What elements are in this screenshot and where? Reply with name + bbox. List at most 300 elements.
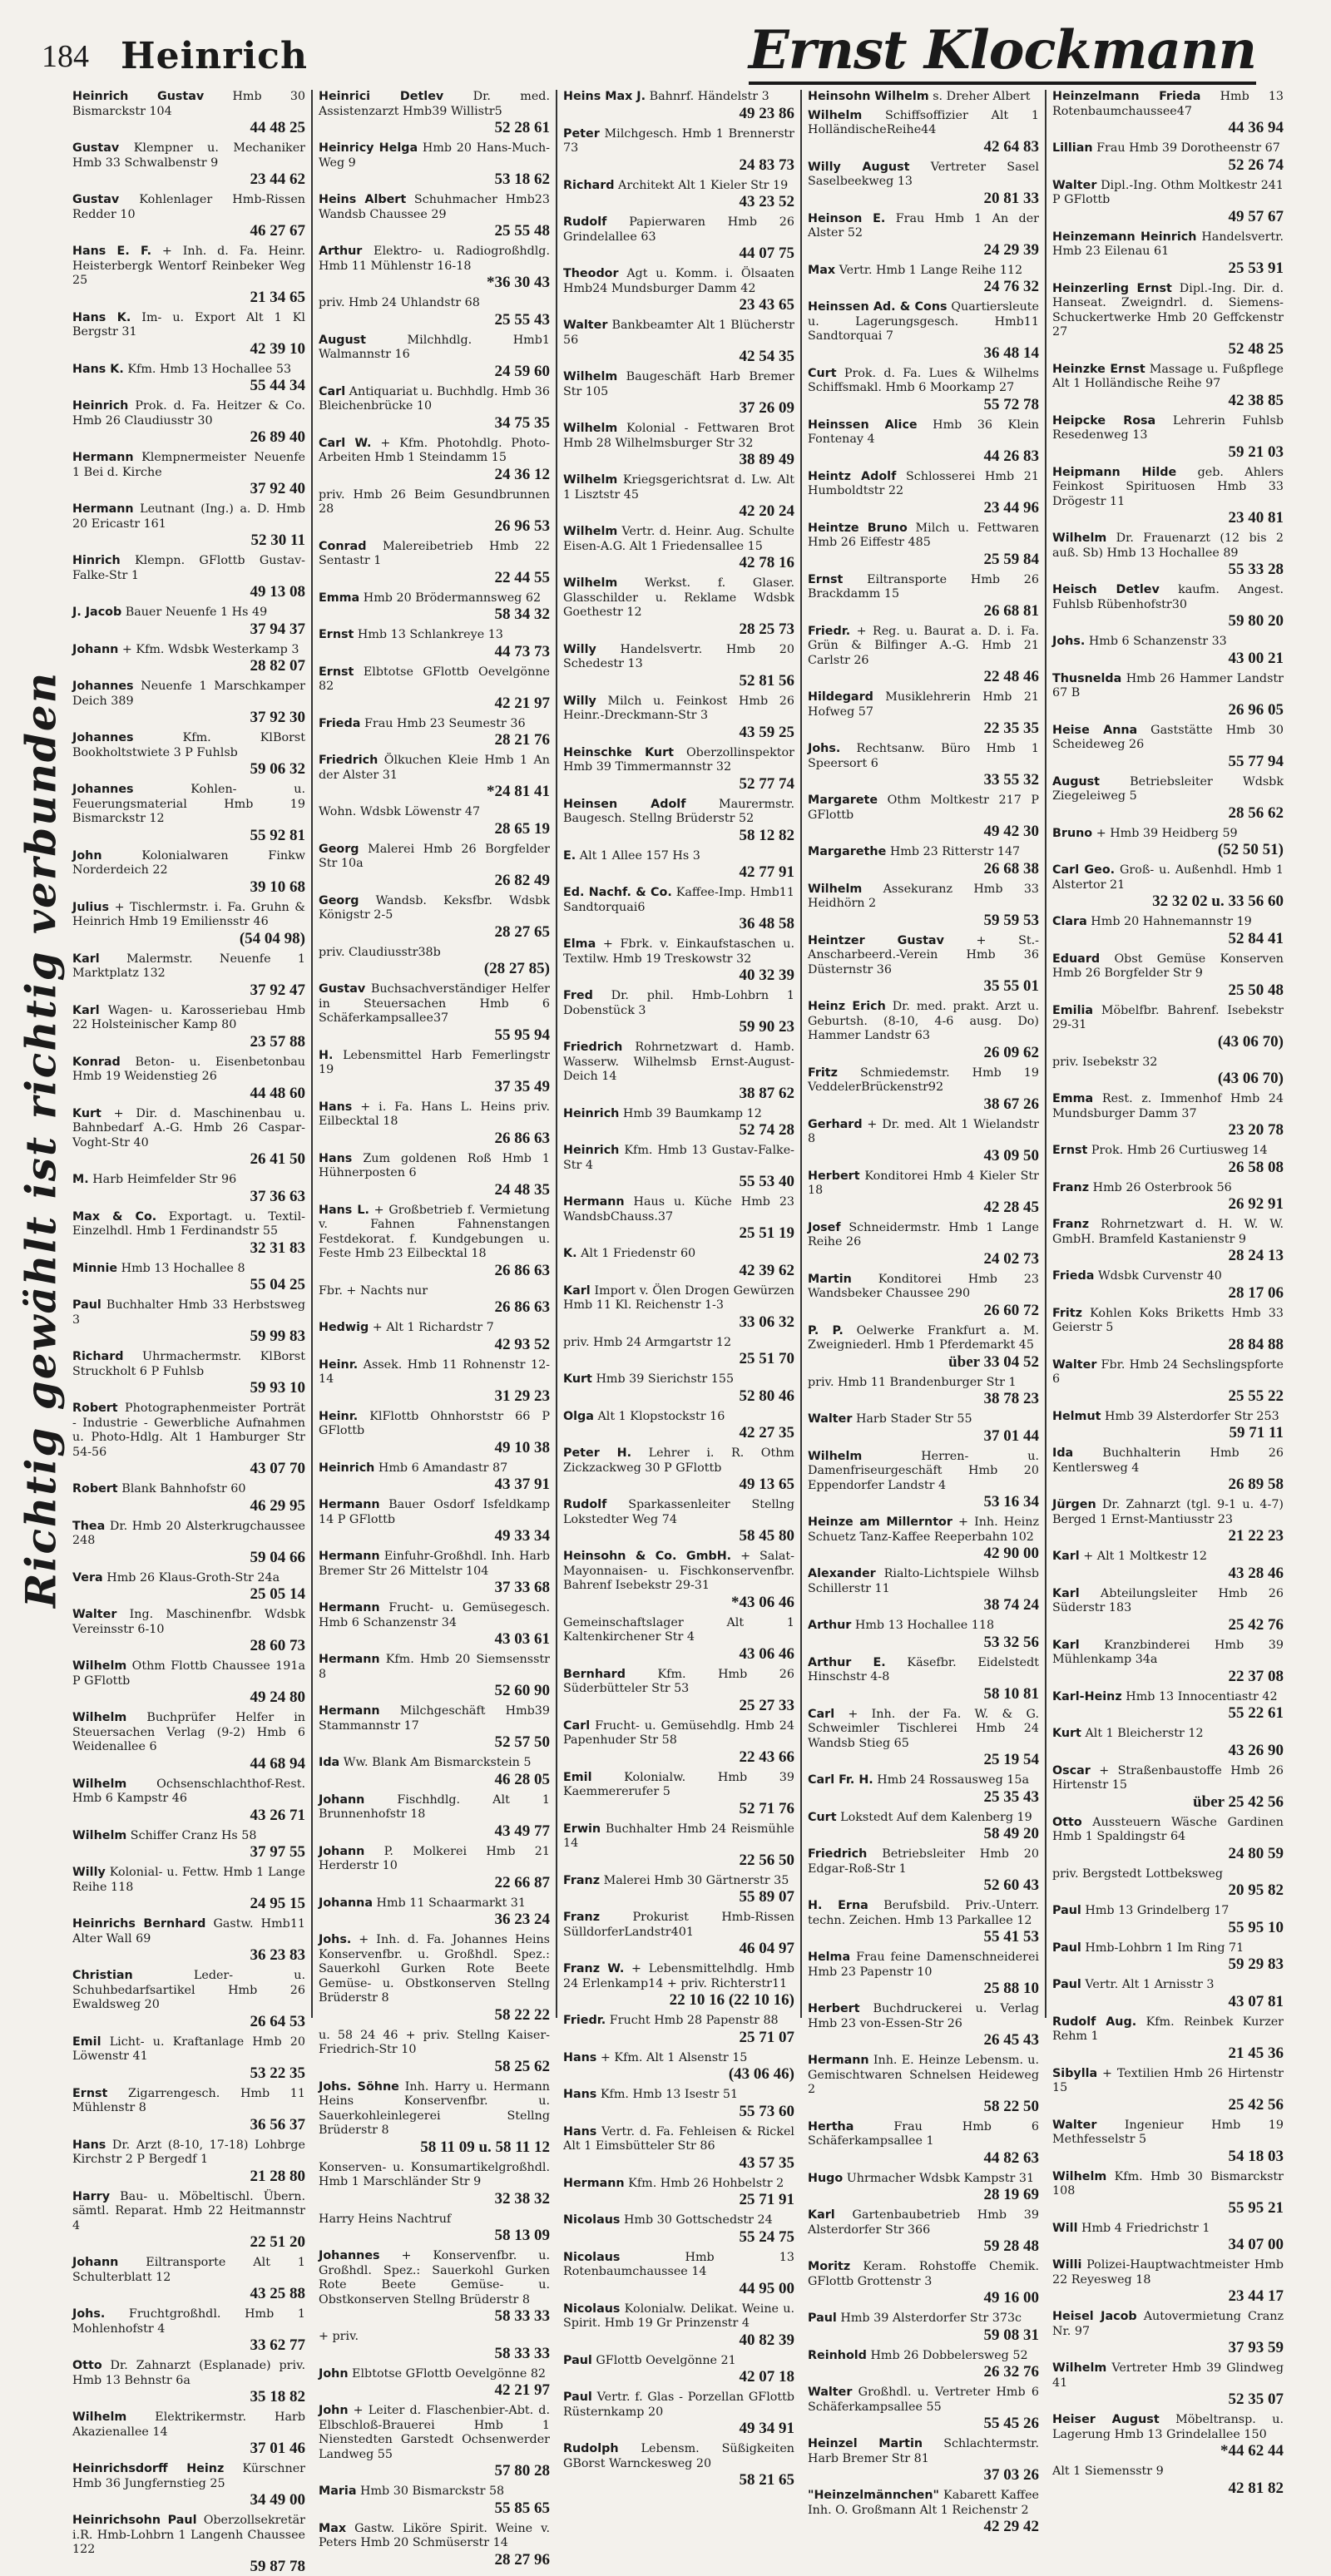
entry-phone: 43 06 46	[739, 1644, 794, 1663]
entry-detail: priv. Bergstedt Lottbeksweg	[1052, 1866, 1224, 1881]
entry-detail: Kfm. Hmb 26 Süderbütteler Str 53	[563, 1667, 794, 1695]
entry-name: Franz	[1052, 1180, 1090, 1194]
entry-detail: Schneidermstr. Hmb 1 Lange Reihe 26	[808, 1220, 1040, 1248]
entry-detail: + Konservenfbr. u. Großhdl. Spez.: Sauerkohl Gurken Rote Beete Gemüse- u. Obstkonserven Stellng Brüderstr 8	[319, 2249, 550, 2307]
entry-name: Hans	[319, 1151, 353, 1165]
directory-entry	[1052, 1941, 1284, 1975]
directory-entry	[72, 1210, 305, 1258]
entry-name: Ida	[319, 1756, 340, 1769]
entry-detail: Licht- u. Kraftanlage Hmb 20 Löwenstr 41	[72, 2035, 305, 2063]
entry-name: Otto	[1052, 1815, 1082, 1829]
directory-entry	[808, 2120, 1039, 2168]
directory-entry	[808, 1000, 1039, 1062]
directory-entry	[1052, 1904, 1284, 1937]
entry-phone: 55 24 75	[739, 2227, 794, 2246]
entry-phone: 42 39 62	[739, 1261, 794, 1279]
entry-detail: Ing. Maschinenfbr. Wdsbk Vereinsstr 6-10	[72, 1608, 305, 1636]
entry-name: Heinz Erich	[808, 1000, 886, 1013]
entry-name: Frieda	[319, 716, 361, 730]
entry-detail: Frucht- u. Gemüsegesch. Hmb 6 Schanzenstr 34	[319, 1601, 551, 1629]
entry-name: Wilhelm	[72, 1711, 127, 1724]
entry-detail: Hmb 26 Dobbelersweg 52	[870, 2348, 1028, 2362]
entry-phone: 25 55 48	[494, 222, 550, 240]
entry-detail: Möbelfbr. Bahrenf. Isebekstr 29-31	[1052, 1003, 1284, 1031]
entry-detail: priv. Claudiusstr38b	[319, 945, 441, 959]
entry-phone: 44 26 83	[983, 447, 1039, 465]
entry-detail: Alt 1 Siemensstr 9	[1052, 2465, 1164, 2478]
directory-entry	[1052, 2465, 1284, 2498]
entry-detail: Schiffer Cranz Hs 58	[130, 1828, 257, 1842]
directory-entry	[563, 886, 794, 933]
entry-detail: Frucht Hmb 28 Papenstr 88	[609, 2014, 779, 2027]
directory-entry	[563, 2251, 794, 2298]
entry-name: E.	[563, 848, 576, 863]
entry-name: Hans	[319, 1100, 353, 1114]
entry-detail: Hmb 20 Brödermannsweg 62	[363, 591, 542, 605]
entry-detail: Hmb 13 Rotenbaumchaussee 14	[563, 2250, 794, 2278]
entry-detail: Käsefbr. Eidelstedt Hinschstr 4-8	[808, 1655, 1039, 1684]
entry-phone: 20 81 33	[983, 189, 1039, 207]
entry-phone: 28 19 69	[983, 2186, 1039, 2203]
entry-detail: Baugeschäft Harb Bremer Str 105	[563, 370, 795, 398]
directory-entry	[319, 2249, 550, 2326]
entry-name: K.	[563, 1247, 577, 1260]
entry-detail: + Dir. d. Maschinenbau u. Bahnbedarf A.-G. Hmb 26 Caspar-Voght-Str 40	[72, 1106, 306, 1150]
entry-phone: 49 33 34	[494, 1527, 550, 1545]
entry-phone: 52 77 74	[739, 774, 794, 793]
entry-detail: Gaststätte Hmb 30 Scheideweg 26	[1052, 723, 1284, 751]
directory-entry	[319, 1100, 550, 1148]
entry-detail: Kolonialw. Delikat. Weine u. Spirit. Hmb 19 Gr Prinzenstr 4	[563, 2302, 795, 2330]
entry-detail: + Inh. der Fa. W. & G. Schweimler Tischlerei Hmb 24 Wandsb Stieg 65	[808, 1707, 1039, 1750]
entry-detail: Alt 1 Friedenstr 60	[581, 1247, 696, 1260]
entry-name: Johs. Söhne	[319, 2079, 399, 2094]
directory-entry	[563, 422, 794, 469]
entry-phone: 55 33 28	[1228, 561, 1284, 578]
entry-phone: 23 40 81	[1228, 509, 1284, 527]
directory-entry	[319, 1845, 550, 1892]
entry-phone: 55 04 25	[250, 1276, 305, 1293]
entry-phone: 58 10 81	[983, 1684, 1039, 1703]
entry-phone: 42 21 97	[494, 694, 550, 712]
directory-entry	[808, 2002, 1039, 2049]
entry-detail: Inh. E. Heinze Lebensm. u. Gemischtwaren Schnelsen Heideweg 2	[808, 2054, 1040, 2096]
entry-phone: 53 22 35	[250, 2064, 305, 2082]
entry-name: Wilhelm	[808, 108, 863, 122]
entry-phone: 22 56 50	[739, 1851, 794, 1869]
directory-entry	[319, 665, 550, 713]
entry-detail: Dr. Zahnarzt (tgl. 9-1 u. 4-7) Berged 1 Ernst-Mantiusstr 23	[1052, 1498, 1284, 1526]
entry-detail: priv. Hmb 24 Uhlandstr 68	[319, 296, 480, 309]
directory-entry	[808, 1118, 1039, 1165]
directory-entry	[319, 1756, 550, 1789]
entry-name: Rudolf	[563, 215, 607, 229]
entry-detail: + Kfm. Photohdlg. Photo-Arbeiten Hmb 1 Steindamm 15	[319, 436, 550, 464]
entry-phone: 43 26 90	[1228, 1741, 1284, 1759]
directory-entry	[1052, 532, 1284, 579]
entry-detail: Möbeltransp. u. Lagerung Hmb 13 Grindelallee 150	[1052, 2413, 1284, 2441]
directory-column-3	[556, 90, 800, 2489]
directory-entry	[1052, 466, 1284, 528]
entry-name: Hermann	[319, 1653, 380, 1666]
entry-detail: Oberzollsekretär i.R. Hmb-Lohbrn 1 Langenh Chaussee 122	[72, 2514, 305, 2556]
entry-phone: 35 18 82	[250, 2388, 305, 2405]
directory-entry	[563, 1284, 794, 1332]
entry-detail: Ingenieur Hmb 19 Methfesselstr 5	[1052, 2118, 1284, 2146]
entry-detail: Kohlen Koks Briketts Hmb 33 Geierstr 5	[1052, 1306, 1284, 1334]
entry-phone: 37 03 26	[983, 2466, 1039, 2484]
entry-name: Wilhelm	[72, 1659, 127, 1673]
entry-name: Hans	[72, 2138, 106, 2152]
entry-phone: 58 33 33	[494, 2307, 550, 2325]
entry-name: Wilhelm	[563, 576, 618, 590]
directory-entry	[72, 1298, 305, 1346]
entry-phone: 57 80 28	[494, 2462, 550, 2480]
entry-detail: Fruchtgroßhdl. Hmb 1 Mohlenhofstr 4	[72, 2307, 305, 2336]
directory-entry	[1052, 1092, 1284, 1140]
entry-detail: Frau Hmb 6 Schäferkampsallee 1	[808, 2119, 1039, 2148]
entry-detail: Harb Heimfelder Str 96	[92, 1173, 237, 1186]
directory-entry	[72, 451, 305, 498]
entry-detail: Eiltransporte Hmb 26 Brackdamm 15	[808, 572, 1039, 601]
entry-detail: Agt u. Komm. i. Ölsaaten Hmb24 Mundsburger Damm 42	[563, 267, 794, 295]
directory-entry	[563, 1144, 794, 1191]
entry-phone: 33 06 32	[739, 1313, 794, 1331]
entry-name: Franz W.	[563, 1962, 625, 1975]
entry-phone: 26 41 50	[250, 1150, 305, 1168]
entry-phone: *43 06 46	[731, 1593, 794, 1611]
directory-entry	[319, 1653, 550, 1700]
entry-detail: Wagen- u. Karosseriebau Hmb 22 Holsteinischer Kamp 80	[72, 1003, 305, 1031]
entry-detail: Lehrer i. R. Othm Zickzackweg 30 P GFlottb	[563, 1446, 794, 1475]
entry-phone: 26 86 63	[494, 1298, 550, 1316]
entry-phone: 43 59 25	[739, 723, 794, 741]
entry-phone: 49 23 86	[739, 104, 794, 122]
entry-phone: 25 55 22	[1228, 1387, 1284, 1405]
entry-phone: 58 22 50	[983, 2097, 1039, 2115]
entry-name: Ernst	[72, 2086, 108, 2100]
entry-phone: 55 44 34	[250, 377, 305, 394]
directory-entry	[1052, 1307, 1284, 1354]
directory-entry	[72, 1350, 305, 1397]
entry-detail: Rohrnetzwart d. Hamb. Wasserw. Wilhelmsb Ernst-August-Deich 14	[563, 1041, 795, 1083]
entry-detail: Hmb 36 Klein Fontenay 4	[808, 418, 1040, 446]
directory-entry	[1052, 827, 1284, 860]
directory-entry	[563, 2354, 794, 2387]
entry-phone: 28 60 73	[250, 1637, 305, 1654]
directory-entry	[319, 1601, 550, 1649]
entry-detail: Zum goldenen Roß Hmb 1 Hühnerposten 6	[319, 1151, 550, 1179]
directory-entry	[563, 695, 794, 742]
entry-detail: Photographenmeister Porträt - Industrie - Gewerbliche Aufnahmen u. Photo-Hdlg. Alt 1 Hamburger Str 54-56	[72, 1402, 305, 1459]
entry-phone: 42 28 45	[983, 1198, 1039, 1216]
directory-entry	[319, 1933, 550, 2025]
directory-entry	[319, 1204, 550, 1280]
entry-detail: + Alt 1 Richardstr 7	[372, 1321, 494, 1334]
entry-name: Heinr.	[319, 1409, 359, 1423]
entry-name: Hertha	[808, 2119, 854, 2133]
entry-detail: Rialto-Lichtspiele Wilhsb Schillerstr 11	[808, 1567, 1039, 1595]
entry-name: Hugo	[808, 2171, 844, 2185]
directory-entry	[319, 1284, 550, 1318]
entry-name: Friedrich	[319, 754, 379, 767]
entry-detail: Klempn. GFlottb Gustav-Falke-Str 1	[72, 554, 306, 582]
entry-phone: 26 86 63	[494, 1129, 550, 1147]
entry-detail: Kolonial- u. Fettw. Hmb 1 Lange Reihe 118	[72, 1866, 306, 1894]
entry-name: Willi	[1052, 2258, 1082, 2272]
directory-columns	[67, 90, 1289, 2575]
entry-name: Heise Anna	[1052, 723, 1138, 737]
entry-detail: u. 58 24 46 + priv. Stellng Kaiser-Friedrich-Str 10	[319, 2028, 550, 2056]
entry-detail: + Kfm. Wdsbk Westerkamp 3	[121, 642, 299, 656]
entry-phone: 21 45 36	[1228, 2044, 1284, 2062]
entry-detail: Dr. Hmb 20 Alsterkrugchaussee 248	[72, 1519, 306, 1547]
entry-phone: 46 27 67	[250, 222, 305, 240]
entry-phone: 23 57 88	[250, 1032, 305, 1051]
entry-phone: *24 81 41	[487, 783, 550, 800]
entry-detail: + Textilien Hmb 26 Hirtenstr 15	[1052, 2066, 1284, 2094]
directory-entry	[72, 849, 305, 897]
entry-phone: 37 36 63	[250, 1187, 305, 1205]
directory-entry	[563, 1550, 794, 1612]
entry-phone: 26 96 53	[494, 517, 550, 535]
entry-name: August	[1052, 774, 1100, 789]
directory-entry	[563, 989, 794, 1036]
entry-detail: Kfm. Reinbek Kurzer Rehm 1	[1052, 2015, 1284, 2043]
entry-phone: 25 05 14	[250, 1585, 305, 1603]
entry-phone: 55 85 65	[494, 2499, 550, 2517]
entry-phone: 44 48 25	[250, 119, 305, 136]
entry-name: Ernst	[1052, 1144, 1088, 1157]
entry-detail: s. Dreher Albert	[933, 90, 1031, 103]
directory-entry	[72, 399, 305, 447]
entry-name: Heipmann Hilde	[1052, 465, 1177, 479]
entry-name: Arthur	[319, 245, 363, 258]
entry-name: Johs.	[72, 2307, 106, 2321]
entry-detail: Kfm. Hmb 13 Isestr 51	[600, 2088, 739, 2101]
entry-phone: 26 96 05	[1228, 700, 1284, 719]
entry-name: Heinschke Kurt	[563, 745, 674, 759]
entry-name: Walter	[1052, 1357, 1097, 1372]
directory-entry	[1052, 1410, 1284, 1443]
entry-detail: Buchhalter Hmb 33 Herbstsweg 3	[72, 1298, 305, 1327]
entry-name: Emil	[72, 2035, 101, 2049]
entry-phone: 52 48 25	[1228, 339, 1284, 358]
entry-phone: (54 04 98)	[239, 929, 305, 947]
entry-phone: 34 75 35	[494, 413, 550, 432]
entry-name: Carl Fr. H.	[808, 1773, 873, 1787]
directory-entry	[563, 1498, 794, 1545]
entry-phone: 35 55 01	[983, 977, 1039, 995]
directory-entry	[563, 1372, 794, 1406]
entry-detail: Wohn. Wdsbk Löwenstr 47	[319, 805, 481, 818]
entry-phone: 38 74 24	[983, 1596, 1039, 1614]
entry-name: Hermann	[563, 2176, 625, 2190]
entry-detail: Hmb 26 Hammer Landstr 67 B	[1052, 671, 1284, 700]
directory-entry	[72, 1173, 305, 1206]
entry-phone: 42 27 35	[739, 1424, 794, 1441]
entry-phone: 44 82 63	[983, 2148, 1039, 2167]
entry-detail: Hmb 13 Schlankreye 13	[357, 628, 503, 641]
entry-name: Karl	[1052, 1550, 1080, 1563]
entry-name: Friedr.	[808, 624, 851, 638]
entry-phone: 34 49 00	[250, 2491, 305, 2509]
entry-detail: Hmb 13 Grindelberg 17	[1085, 1904, 1230, 1917]
entry-phone: 55 45 26	[983, 2415, 1039, 2432]
entry-phone: 38 78 23	[983, 1390, 1039, 1407]
entry-phone: 26 92 91	[1228, 1195, 1284, 1213]
entry-name: Margarete	[808, 794, 878, 807]
entry-detail: Architekt Alt 1 Kieler Str 19	[618, 178, 789, 192]
entry-detail: Vertr. f. Glas - Porzellan GFlottb Rüsternkamp 20	[563, 2391, 795, 2419]
entry-phone: 46 28 05	[494, 1770, 550, 1788]
entry-detail: Malerei Hmb 26 Borgfelder Str 10a	[319, 842, 550, 870]
entry-detail: + Inh. d. Fa. Johannes Heins Konservenfbr. u. Großhdl. Spez.: Sauerkohl Gurken Rote Beete Gemüse- u. Obstkonserven Stellng Brüderstr 8	[319, 1933, 551, 2005]
entry-name: Elma	[563, 937, 596, 951]
entry-detail: Maurermstr. Baugesch. Stellng Brüderstr 52	[563, 797, 794, 825]
directory-entry	[1052, 915, 1284, 948]
entry-phone: 26 32 76	[983, 2363, 1039, 2381]
entry-name: Heinrichsohn Paul	[72, 2514, 197, 2527]
entry-name: Walter	[72, 1608, 117, 1621]
entry-name: August	[319, 333, 366, 347]
entry-name: Carl W.	[319, 436, 372, 450]
entry-name: Heinsen Adolf	[563, 797, 686, 811]
entry-name: Paul	[1052, 1978, 1081, 1991]
entry-phone: 21 22 23	[1228, 1527, 1284, 1545]
entry-phone: 25 59 84	[983, 550, 1039, 568]
directory-entry	[563, 849, 794, 883]
directory-entry	[563, 1195, 794, 1243]
entry-name: Hermann	[72, 502, 134, 516]
directory-entry	[563, 1616, 794, 1664]
entry-phone: 40 82 39	[739, 2331, 794, 2349]
directory-entry	[808, 90, 1039, 105]
entry-detail: Buchsachverständiger Helfer in Steuersachen Hmb 6 Schäferkampsallee37	[319, 982, 550, 1025]
entry-name: Heinze am Millerntor	[808, 1515, 952, 1529]
entry-name: Hermann	[319, 1550, 380, 1563]
entry-detail: Schiffsoffizier Alt 1 HolländischeReihe44	[808, 108, 1039, 136]
entry-detail: Kolonialw. Hmb 39 Kaemmererufer 5	[563, 1770, 794, 1798]
entry-phone: 25 55 43	[494, 310, 550, 329]
entry-detail: Schmiedemstr. Hmb 19 VeddelerBrückenstr92	[808, 1066, 1039, 1094]
entry-name: Konrad	[72, 1055, 121, 1069]
entry-phone: 59 21 03	[1228, 443, 1284, 461]
directory-entry	[72, 1711, 305, 1773]
entry-name: Sibylla	[1052, 2066, 1098, 2080]
directory-entry	[319, 141, 550, 189]
directory-entry	[1052, 141, 1284, 175]
entry-name: Paul	[563, 2353, 592, 2367]
entry-phone: 32 31 83	[250, 1239, 305, 1257]
entry-detail: Frau Hmb 23 Seumestr 36	[364, 716, 526, 730]
directory-entry	[1052, 1498, 1284, 1545]
entry-phone: 24 80 59	[1228, 1844, 1284, 1862]
entry-detail: Hmb 11 Schaarmarkt 31	[376, 1896, 526, 1910]
directory-entry	[319, 296, 550, 329]
directory-entry	[808, 2054, 1039, 2116]
entry-name: Emil	[563, 1770, 592, 1784]
entry-detail: Kranzbinderei Hmb 39 Mühlenkamp 34a	[1052, 1638, 1284, 1666]
directory-entry	[319, 2367, 550, 2400]
entry-phone: 37 92 47	[250, 981, 305, 999]
side-slogan	[12, 599, 70, 1680]
entry-phone: 25 88 10	[983, 1980, 1039, 1997]
entry-detail: Hmb 13 Hochallee 8	[121, 1261, 245, 1275]
directory-entry	[72, 1520, 305, 1567]
entry-phone: 37 01 44	[983, 1426, 1039, 1445]
directory-entry	[563, 798, 794, 845]
entry-name: Johs.	[808, 742, 841, 755]
entry-detail: Inh. Harry u. Hermann Heins Konservenfbr. u. Sauerkohleinlegerei Stellng Brüderstr 8	[319, 2079, 550, 2137]
entry-detail: Betriebsleiter Hmb 20 Edgar-Roß-Str 1	[808, 1847, 1039, 1876]
entry-detail: Hmb 39 Sierichstr 155	[596, 1372, 735, 1386]
directory-entry	[319, 894, 550, 942]
entry-phone: 38 89 49	[739, 451, 794, 468]
entry-name: Heinr.	[319, 1357, 359, 1372]
entry-detail: Hmb 39 Baumkamp 12	[622, 1106, 762, 1120]
directory-entry	[319, 437, 550, 484]
directory-entry	[319, 1358, 550, 1406]
directory-entry	[1052, 1978, 1284, 2011]
entry-detail: Malereibetrieb Hmb 22 Sentastr 1	[319, 539, 551, 567]
entry-name: Willy August	[808, 160, 910, 174]
entry-detail: Dr. Arzt (8-10, 17-18) Lohbrge Kirchstr 2 P Bergedf 1	[72, 2138, 305, 2166]
entry-detail: Lehrerin Fuhlsb Resedenweg 13	[1052, 413, 1284, 442]
entry-phone: 49 13 08	[250, 583, 305, 601]
entry-name: Wilhelm	[563, 370, 618, 383]
entry-name: Rudolf	[563, 1498, 607, 1511]
entry-detail: Ww. Blank Am Bismarckstein 5	[343, 1756, 532, 1769]
entry-phone: 25 50 48	[1228, 981, 1284, 999]
entry-phone: 59 29 83	[1228, 1955, 1284, 1973]
directory-entry	[563, 1446, 794, 1494]
directory-entry	[563, 1336, 794, 1369]
entry-name: Max	[808, 263, 836, 277]
entry-name: Robert	[72, 1482, 118, 1496]
directory-entry	[563, 2051, 794, 2084]
entry-detail: Wdsbk Curvenstr 40	[1097, 1269, 1222, 1283]
entry-detail: Malerei Hmb 30 Gärtnerstr 35	[603, 1873, 789, 1887]
entry-name: Heinricy Helga	[319, 141, 418, 155]
entry-detail: Bankbeamter Alt 1 Blücherstr 56	[563, 319, 794, 347]
entry-phone: 44 95 00	[739, 2279, 794, 2297]
entry-detail: Frucht- u. Gemüsehdlg. Hmb 24 Papenhuder Str 58	[563, 1718, 794, 1747]
directory-entry	[72, 141, 305, 189]
entry-phone: 32 38 32	[494, 2189, 550, 2208]
entry-phone: 55 41 53	[983, 1928, 1039, 1946]
entry-phone: 52 57 50	[494, 1733, 550, 1751]
entry-phone: 59 87 78	[250, 2557, 305, 2575]
directory-entry	[563, 1771, 794, 1818]
entry-detail: Alt 1 Allee 157 Hs 3	[579, 848, 700, 863]
entry-phone: 59 04 66	[250, 1548, 305, 1566]
entry-phone: 46 04 97	[739, 1940, 794, 1957]
entry-name: Josef	[808, 1220, 841, 1234]
entry-detail: Lokstedt Auf dem Kalenberg 19	[840, 1810, 1032, 1824]
entry-detail: Othm Flottb Chaussee 191a P GFlottb	[72, 1659, 305, 1688]
entry-phone: 59 99 83	[250, 1328, 305, 1345]
entry-phone: 44 07 75	[739, 245, 794, 262]
entry-detail: Harb Stader Str 55	[855, 1412, 972, 1426]
entry-phone: 24 48 35	[494, 1180, 550, 1199]
entry-name: Heinzke Ernst	[1052, 362, 1145, 376]
entry-name: Hermann	[319, 1704, 380, 1718]
entry-phone: 38 67 26	[983, 1095, 1039, 1113]
entry-name: Max	[319, 2521, 347, 2535]
entry-detail: Lebensmittel Harb Femerlingstr 19	[319, 1048, 550, 1076]
entry-name: Conrad	[319, 539, 367, 553]
